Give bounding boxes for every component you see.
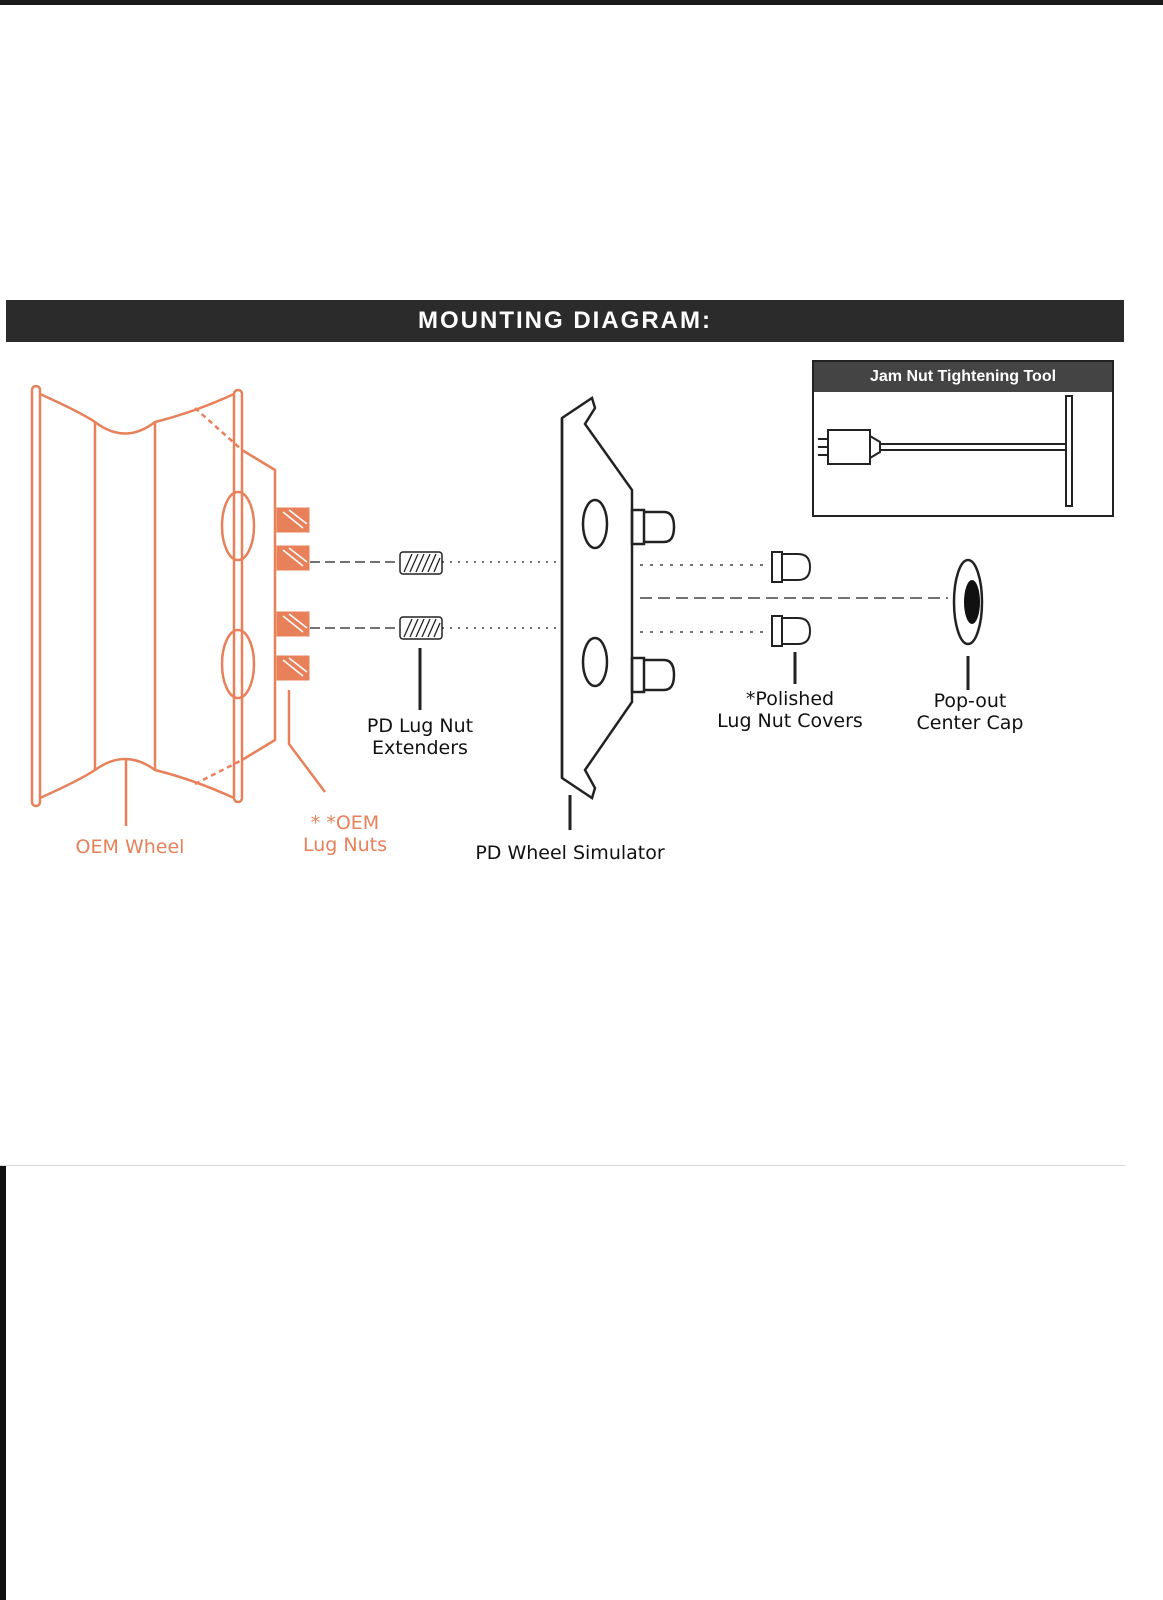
oem-wheel [32,386,275,806]
label-wheel-simulator: PD Wheel Simulator [475,842,665,864]
banner-title: MOUNTING DIAGRAM: [418,307,712,334]
label-center-cap: Pop-out Center Cap [916,690,1024,734]
label-lug-nut-covers: *Polished Lug Nut Covers [717,688,863,732]
label-oem-wheel: OEM Wheel [75,836,185,858]
center-cap [954,560,982,690]
lug-nut-covers [772,552,810,684]
wheel-simulator [562,398,674,830]
label-oem-lug-nuts: * *OEM Lug Nuts [303,812,387,856]
oem-lug-nut-group [277,508,309,680]
tool-box-title: Jam Nut Tightening Tool [814,362,1112,392]
label-lug-nut-extenders: PD Lug Nut Extenders [366,715,474,759]
